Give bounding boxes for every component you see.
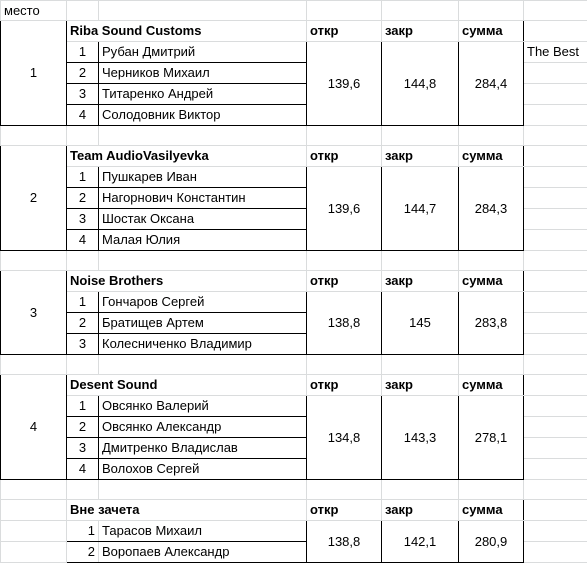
open-score[interactable]: 139,6 [307, 42, 382, 126]
member-number[interactable]: 4 [67, 105, 99, 126]
member-name[interactable]: Колесниченко Владимир [99, 334, 307, 355]
cell[interactable] [524, 251, 587, 271]
sum-header[interactable]: сумма [459, 375, 524, 396]
cell[interactable] [382, 251, 459, 271]
cell[interactable] [524, 188, 587, 209]
open-header[interactable]: откр [307, 271, 382, 292]
member-name[interactable]: Гончаров Сергей [99, 292, 307, 313]
close-score[interactable]: 145 [382, 292, 459, 355]
team-name[interactable]: Desent Sound [67, 375, 307, 396]
team-name[interactable]: Team AudioVasilyevka [67, 146, 307, 167]
open-header[interactable]: откр [307, 21, 382, 42]
open-header[interactable]: откр [307, 146, 382, 167]
cell[interactable] [524, 21, 587, 42]
member-number[interactable]: 4 [67, 459, 99, 480]
cell[interactable] [67, 1, 99, 21]
member-name[interactable]: Солодовник Виктор [99, 105, 307, 126]
cell[interactable] [524, 459, 587, 480]
cell[interactable] [99, 251, 307, 271]
cell[interactable] [524, 334, 587, 355]
member-number[interactable]: 1 [67, 42, 99, 63]
cell[interactable] [524, 417, 587, 438]
open-score[interactable]: 138,8 [307, 292, 382, 355]
cell[interactable] [1, 355, 67, 375]
member-name[interactable]: Овсянко Александр [99, 417, 307, 438]
cell[interactable] [99, 126, 307, 146]
open-score[interactable]: 138,8 [307, 521, 382, 563]
cell[interactable] [307, 480, 382, 500]
member-number[interactable]: 1 [67, 292, 99, 313]
member-name[interactable]: Нагорнович Константин [99, 188, 307, 209]
cell[interactable] [524, 230, 587, 251]
cell[interactable] [307, 251, 382, 271]
cell[interactable] [67, 355, 99, 375]
close-header[interactable]: закр [382, 500, 459, 521]
cell[interactable] [524, 313, 587, 334]
member-number[interactable]: 1 [67, 521, 99, 542]
sum-header[interactable]: сумма [459, 21, 524, 42]
close-header[interactable]: закр [382, 271, 459, 292]
open-score[interactable]: 134,8 [307, 396, 382, 480]
member-number[interactable]: 1 [67, 396, 99, 417]
close-score[interactable]: 144,8 [382, 42, 459, 126]
cell[interactable] [99, 1, 307, 21]
close-header[interactable]: закр [382, 146, 459, 167]
cell[interactable] [382, 355, 459, 375]
sum-score[interactable]: 283,8 [459, 292, 524, 355]
sum-header[interactable]: сумма [459, 500, 524, 521]
close-score[interactable]: 143,3 [382, 396, 459, 480]
cell[interactable] [524, 84, 587, 105]
cell[interactable] [524, 375, 587, 396]
member-name[interactable]: Титаренко Андрей [99, 84, 307, 105]
cell[interactable] [307, 126, 382, 146]
member-number[interactable]: 3 [67, 334, 99, 355]
cell[interactable] [1, 500, 67, 521]
team-name[interactable]: Noise Brothers [67, 271, 307, 292]
note-cell[interactable]: The Best [524, 42, 587, 63]
sum-header[interactable]: сумма [459, 271, 524, 292]
cell[interactable] [1, 521, 67, 542]
member-name[interactable]: Дмитренко Владислав [99, 438, 307, 459]
cell[interactable] [307, 1, 382, 21]
member-name[interactable]: Черников Михаил [99, 63, 307, 84]
cell[interactable] [1, 480, 67, 500]
cell[interactable] [67, 480, 99, 500]
member-number[interactable]: 2 [67, 542, 99, 563]
cell[interactable] [67, 126, 99, 146]
place-cell[interactable]: 4 [1, 375, 67, 480]
member-number[interactable]: 2 [67, 313, 99, 334]
extra-title[interactable]: Вне зачета [67, 500, 307, 521]
member-name[interactable]: Тарасов Михаил [99, 521, 307, 542]
cell[interactable] [382, 126, 459, 146]
sum-score[interactable]: 280,9 [459, 521, 524, 563]
cell[interactable] [524, 63, 587, 84]
sum-score[interactable]: 284,4 [459, 42, 524, 126]
member-name[interactable]: Воропаев Александр [99, 542, 307, 563]
sum-score[interactable]: 278,1 [459, 396, 524, 480]
place-header[interactable]: место [1, 1, 67, 21]
member-number[interactable]: 2 [67, 63, 99, 84]
cell[interactable] [459, 251, 524, 271]
member-number[interactable]: 3 [67, 438, 99, 459]
cell[interactable] [524, 105, 587, 126]
close-score[interactable]: 144,7 [382, 167, 459, 251]
sum-header[interactable]: сумма [459, 146, 524, 167]
cell[interactable] [524, 1, 587, 21]
place-cell[interactable]: 2 [1, 146, 67, 251]
cell[interactable] [524, 126, 587, 146]
cell[interactable] [1, 251, 67, 271]
member-name[interactable]: Малая Юлия [99, 230, 307, 251]
member-number[interactable]: 2 [67, 188, 99, 209]
close-header[interactable]: закр [382, 375, 459, 396]
cell[interactable] [99, 355, 307, 375]
member-name[interactable]: Пушкарев Иван [99, 167, 307, 188]
member-name[interactable]: Шостак Оксана [99, 209, 307, 230]
cell[interactable] [524, 500, 587, 521]
member-number[interactable]: 3 [67, 209, 99, 230]
member-name[interactable]: Братищев Артем [99, 313, 307, 334]
cell[interactable] [524, 271, 587, 292]
cell[interactable] [524, 209, 587, 230]
cell[interactable] [524, 292, 587, 313]
open-score[interactable]: 139,6 [307, 167, 382, 251]
member-number[interactable]: 1 [67, 167, 99, 188]
cell[interactable] [524, 355, 587, 375]
cell[interactable] [459, 355, 524, 375]
member-name[interactable]: Рубан Дмитрий [99, 42, 307, 63]
close-header[interactable]: закр [382, 21, 459, 42]
cell[interactable] [382, 1, 459, 21]
cell[interactable] [524, 167, 587, 188]
cell[interactable] [524, 438, 587, 459]
open-header[interactable]: откр [307, 500, 382, 521]
member-number[interactable]: 4 [67, 230, 99, 251]
cell[interactable] [459, 1, 524, 21]
cell[interactable] [307, 355, 382, 375]
cell[interactable] [1, 126, 67, 146]
cell[interactable] [99, 480, 307, 500]
close-score[interactable]: 142,1 [382, 521, 459, 563]
member-number[interactable]: 2 [67, 417, 99, 438]
cell[interactable] [1, 542, 67, 563]
open-header[interactable]: откр [307, 375, 382, 396]
cell[interactable] [459, 480, 524, 500]
place-cell[interactable]: 1 [1, 21, 67, 126]
sum-score[interactable]: 284,3 [459, 167, 524, 251]
cell[interactable] [382, 480, 459, 500]
cell[interactable] [67, 251, 99, 271]
member-name[interactable]: Волохов Сергей [99, 459, 307, 480]
member-number[interactable]: 3 [67, 84, 99, 105]
cell[interactable] [524, 542, 587, 563]
member-name[interactable]: Овсянко Валерий [99, 396, 307, 417]
cell[interactable] [524, 146, 587, 167]
place-cell[interactable]: 3 [1, 271, 67, 355]
cell[interactable] [524, 480, 587, 500]
cell[interactable] [524, 396, 587, 417]
cell[interactable] [459, 126, 524, 146]
team-name[interactable]: Riba Sound Customs [67, 21, 307, 42]
cell[interactable] [524, 521, 587, 542]
